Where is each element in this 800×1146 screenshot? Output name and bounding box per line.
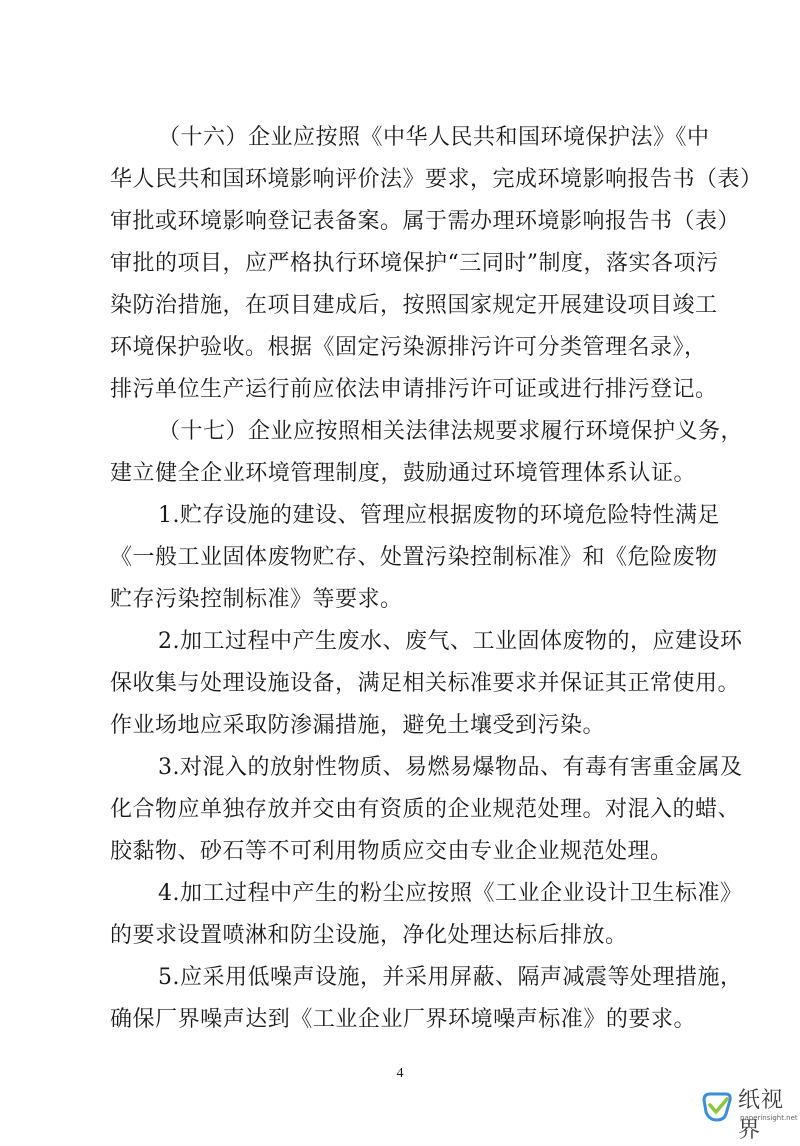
text-line: 染防治措施，在项目建成后，按照国家规定开展建设项目竣工 [110,293,718,318]
text-line: 审批或环境影响登记表备案。属于需办理环境影响报告书（表） [110,209,741,234]
text-line: 作业场地应采取防渗漏措施，避免土壤受到污染。 [110,713,606,738]
text-line: 1.贮存设施的建设、管理应根据废物的环境危险特性满足 [158,503,720,528]
text-line: 贮存污染控制标准》等要求。 [110,587,403,612]
text-line: （十六）企业应按照《中华人民共和国环境保护法》《中 [158,125,710,150]
text-line: 审批的项目，应严格执行环境保护“三同时”制度，落实各项污 [110,251,719,276]
text-line: 3.对混入的放射性物质、易燃易爆物品、有毒有害重金属及 [158,755,743,780]
text-line: 化合物应单独存放并交由有资质的企业规范处理。对混入的蜡、 [110,797,741,822]
text-line: 确保厂界噪声达到《工业企业厂界环境噪声标准》的要求。 [110,1007,696,1032]
text-line: 《一般工业固体废物贮存、处置污染控制标准》和《危险废物 [110,545,718,570]
text-line: 5.应采用低噪声设施，并采用屏蔽、隔声减震等处理措施， [158,965,743,990]
watermark-subtext: paperinsight.net [740,1114,798,1122]
text-line: 保收集与处理设施设备，满足相关标准要求并保证其正常使用。 [110,671,741,696]
text-line: 4.加工过程中产生的粉尘应按照《工业企业设计卫生标准》 [158,881,743,906]
watermark [700,1086,798,1143]
paperinsight-logo-icon [700,1090,734,1124]
text-line: 胶黏物、砂石等不可利用物质应交由专业企业规范处理。 [110,839,673,864]
text-line: 的要求设置喷淋和防尘设施，净化处理达标后排放。 [110,923,628,948]
text-line: 排污单位生产运行前应依法申请排污许可证或进行排污登记。 [110,377,718,402]
text-line: 2.加工过程中产生废水、废气、工业固体废物的，应建设环 [158,629,743,654]
text-line: 环境保护验收。根据《固定污染源排污许可分类管理名录》， [110,335,707,360]
text-line: （十七）企业应按照相关法律法规要求履行环境保护义务， [158,419,744,444]
text-line: 华人民共和国环境影响评价法》要求，完成环境影响报告书（表） [110,167,763,192]
page-number: 4 [396,1066,404,1081]
text-line: 建立健全企业环境管理制度，鼓励通过环境管理体系认证。 [110,461,696,486]
watermark-text: 纸视界 [738,1088,785,1143]
